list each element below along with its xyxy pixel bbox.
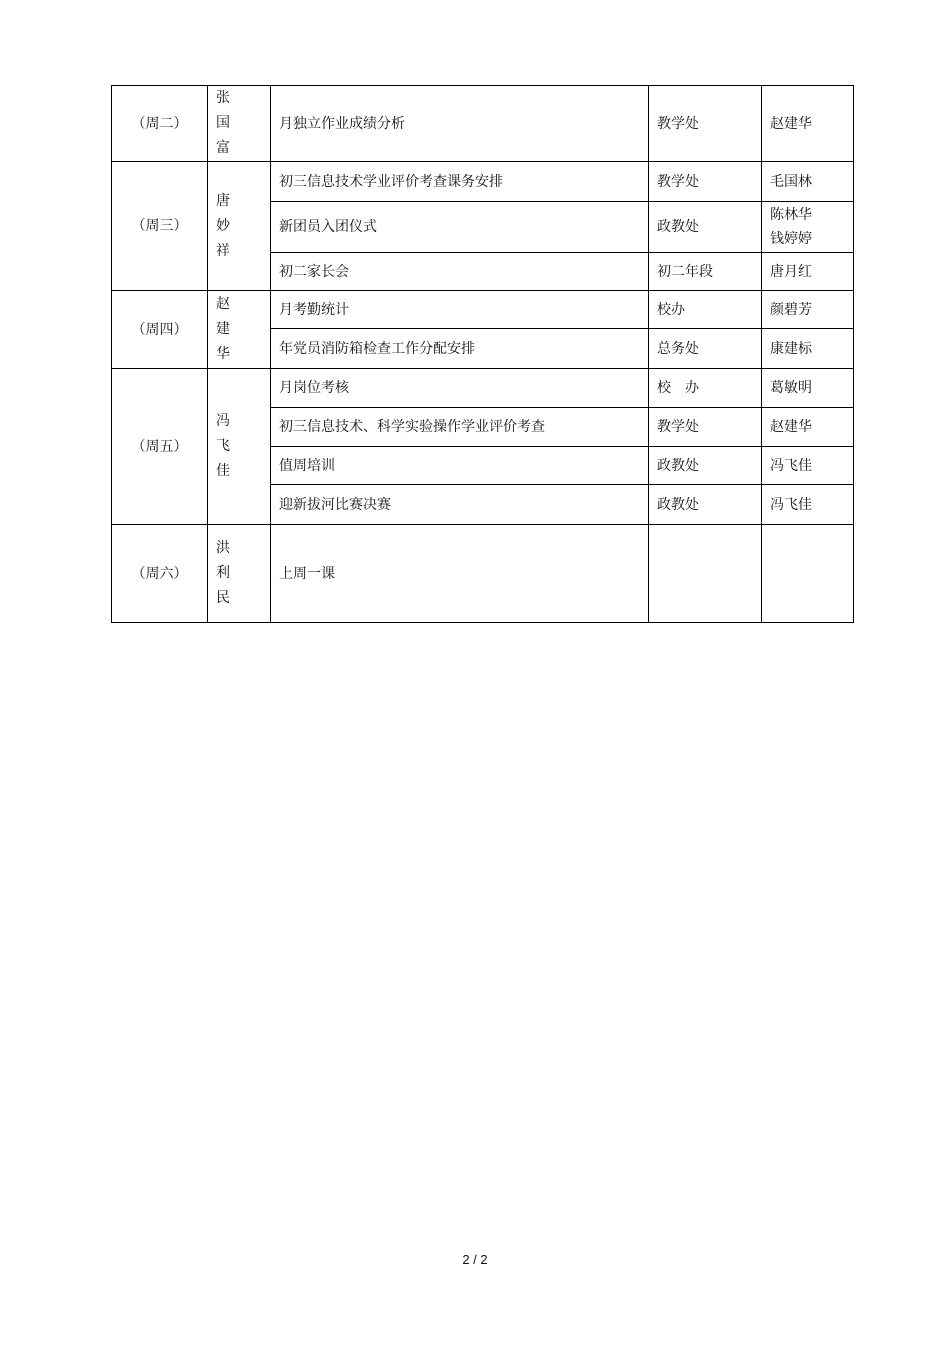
table-row [112,369,854,408]
task-cell: 年党员消防箱检查工作分配安排 [271,329,649,369]
responsible-person-name: 赵建华 [770,419,812,435]
duty-person-char: 妙 [216,217,230,234]
responsible-person-cell [762,253,854,291]
duty-person-char: 国 [216,115,230,131]
responsible-person-name: 颜碧芳 [770,301,812,318]
responsible-person-name: 唐月红 [770,263,812,280]
day-cell: （周三） [112,162,208,291]
table-row [112,291,854,329]
duty-person-cell [208,162,271,291]
responsible-person-name: 赵建华 [770,115,812,132]
department-cell: 政教处 [649,202,762,253]
task-cell: 新团员入团仪式 [271,202,649,253]
day-cell: （周二） [112,86,208,162]
department-cell: 总务处 [649,329,762,369]
responsible-person-cell [762,291,854,329]
table-row [112,162,854,202]
duty-person-char: 富 [216,140,230,156]
department-cell [649,525,762,623]
page-number: 2 / 2 [462,1252,488,1267]
duty-person-char: 洪 [216,540,230,556]
responsible-person-cell [762,86,854,162]
department-cell: 政教处 [649,447,762,485]
task-cell: 上周一课 [271,525,649,623]
responsible-person-cell [762,202,854,253]
responsible-person-name: 冯飞佳 [770,496,812,513]
duty-person-cell [208,291,271,369]
duty-person-char: 唐 [216,192,230,209]
task-cell: 初三信息技术学业评价考查课务安排 [271,162,649,202]
table-row [112,525,854,623]
task-cell: 月独立作业成绩分析 [271,86,649,162]
duty-person-cell [208,525,271,623]
responsible-person-cell [762,162,854,202]
responsible-person-cell [762,485,854,525]
duty-person-char: 张 [216,90,230,106]
responsible-person-cell [762,369,854,408]
department-cell: 教学处 [649,86,762,162]
responsible-person-name: 毛国林 [770,173,812,190]
duty-person-char: 华 [216,346,230,362]
responsible-person-name: 康建标 [770,340,812,357]
duty-person-char: 利 [216,565,230,581]
responsible-person-name: 葛敏明 [770,380,812,396]
task-cell: 月考勤统计 [271,291,649,329]
responsible-person-name: 钱婷婷 [770,231,812,247]
duty-person-char: 民 [216,590,230,606]
task-cell: 迎新拔河比赛决赛 [271,485,649,525]
department-cell: 政教处 [649,485,762,525]
duty-person-char: 建 [216,321,230,337]
department-cell: 校办 [649,291,762,329]
duty-person-char: 冯 [216,413,230,429]
responsible-person-cell [762,447,854,485]
schedule-table [111,85,854,623]
table-row [112,86,854,162]
task-cell: 月岗位考核 [271,369,649,408]
duty-person-char: 飞 [216,438,230,454]
responsible-person-cell [762,329,854,369]
task-cell: 初二家长会 [271,253,649,291]
responsible-person-cell [762,408,854,447]
task-cell: 初三信息技术、科学实验操作学业评价考查 [271,408,649,447]
day-cell: （周四） [112,291,208,369]
responsible-person-name: 冯飞佳 [770,457,812,474]
duty-person-char: 佳 [216,463,230,479]
department-cell: 初二年段 [649,253,762,291]
department-cell: 校 办 [649,369,762,408]
day-cell: （周五） [112,369,208,525]
duty-person-char: 赵 [216,296,230,312]
duty-person-char: 祥 [216,242,230,259]
duty-person-cell [208,369,271,525]
department-cell: 教学处 [649,162,762,202]
department-cell: 教学处 [649,408,762,447]
day-cell: （周六） [112,525,208,623]
task-cell: 值周培训 [271,447,649,485]
responsible-person-cell [762,525,854,623]
duty-person-cell [208,86,271,162]
responsible-person-name: 陈林华 [770,207,812,223]
